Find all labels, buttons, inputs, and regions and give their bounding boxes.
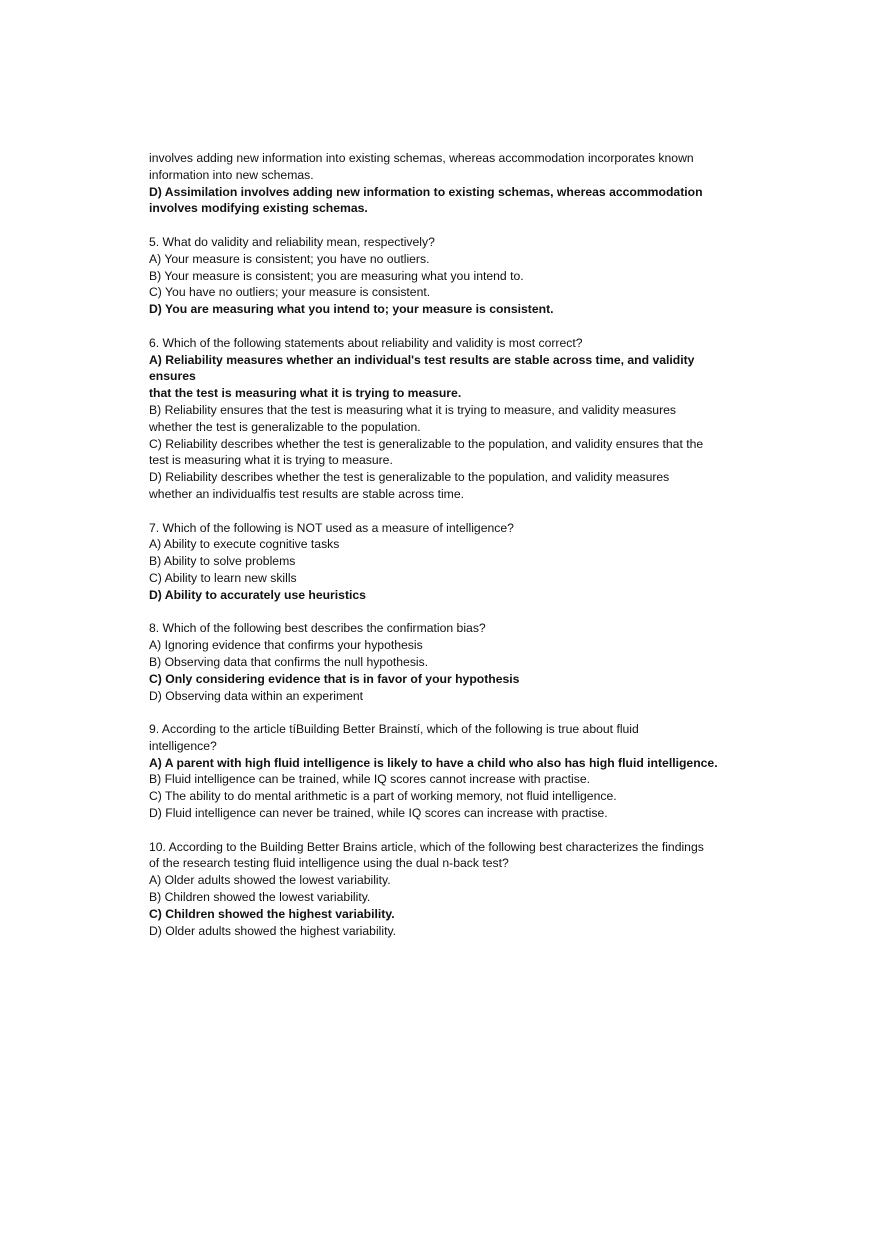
question-text: 7. Which of the following is NOT used as a measure of intelligence? xyxy=(149,520,514,535)
option-a: A) Older adults showed the lowest variability. xyxy=(149,873,391,888)
spacer xyxy=(149,704,739,721)
question-10 xyxy=(149,839,739,940)
option-c-line-2: test is measuring what it is trying to measure. xyxy=(149,453,393,468)
option-d-answer: D) You are measuring what you intend to; your measure is consistent. xyxy=(149,302,554,317)
option-a: A) Ignoring evidence that confirms your hypothesis xyxy=(149,638,423,653)
option-d-answer: D) Ability to accurately use heuristics xyxy=(149,587,366,602)
option-b: B) Your measure is consistent; you are measuring what you intend to. xyxy=(149,268,524,283)
question-6 xyxy=(149,335,739,503)
option-b-line-1: B) Reliability ensures that the test is measuring what it is trying to measure, and validity measures xyxy=(149,402,677,417)
option-b: B) Ability to solve problems xyxy=(149,554,296,569)
option-d-line-2: whether an individualfis test results are stable across time. xyxy=(149,486,464,501)
question-text-line-1: 9. According to the article tíBuilding Better Brainstí, which of the following is true about fluid xyxy=(149,722,639,737)
option-b-line-2: whether the test is generalizable to the population. xyxy=(149,419,421,434)
option-d-line-1: D) Reliability describes whether the test is generalizable to the population, and validity measures xyxy=(149,470,670,485)
question-8 xyxy=(149,620,739,704)
intro-block xyxy=(149,150,739,217)
spacer xyxy=(149,318,739,335)
option-a-answer-line-2: that the test is measuring what it is trying to measure. xyxy=(149,386,462,401)
spacer xyxy=(149,822,739,839)
question-text-line-1: 10. According to the Building Better Brains article, which of the following best characterizes the findings xyxy=(149,839,704,854)
option-c: C) You have no outliers; your measure is consistent. xyxy=(149,285,431,300)
option-c: C) Ability to learn new skills xyxy=(149,570,297,585)
intro-line-1: involves adding new information into existing schemas, whereas accommodation incorporates known xyxy=(149,151,694,165)
spacer xyxy=(149,503,739,520)
question-5 xyxy=(149,234,739,318)
option-c-answer: C) Only considering evidence that is in favor of your hypothesis xyxy=(149,671,520,686)
option-c: C) The ability to do mental arithmetic is a part of working memory, not fluid intelligence. xyxy=(149,789,617,804)
spacer xyxy=(149,217,739,234)
option-d: D) Older adults showed the highest variability. xyxy=(149,923,397,938)
intro-line-2: information into new schemas. xyxy=(149,167,314,182)
option-a: A) Your measure is consistent; you have no outliers. xyxy=(149,251,430,266)
question-text: 5. What do validity and reliability mean, respectively? xyxy=(149,234,435,249)
question-text: 8. Which of the following best describes the confirmation bias? xyxy=(149,621,486,636)
option-a: A) Ability to execute cognitive tasks xyxy=(149,537,340,552)
option-b: B) Observing data that confirms the null hypothesis. xyxy=(149,654,429,669)
option-c-line-1: C) Reliability describes whether the test is generalizable to the population, and validity ensures that the xyxy=(149,436,704,451)
intro-answer-line-2: involves modifying existing schemas. xyxy=(149,201,368,216)
option-b: B) Fluid intelligence can be trained, while IQ scores cannot increase with practise. xyxy=(149,772,590,787)
document-page xyxy=(149,150,739,939)
option-b: B) Children showed the lowest variability. xyxy=(149,890,371,905)
option-a-answer-line-1: A) Reliability measures whether an individual's test results are stable across time, and validity ensures xyxy=(149,352,695,384)
question-9 xyxy=(149,721,739,822)
option-a-answer: A) A parent with high fluid intelligence is likely to have a child who also has high fluid intelligence. xyxy=(149,755,718,770)
option-d: D) Observing data within an experiment xyxy=(149,688,364,703)
question-text-line-2: of the research testing fluid intelligence using the dual n-back test? xyxy=(149,856,509,871)
option-c-answer: C) Children showed the highest variability. xyxy=(149,906,395,921)
question-text-line-2: intelligence? xyxy=(149,738,217,753)
intro-answer-line-1: D) Assimilation involves adding new information to existing schemas, whereas accommodation xyxy=(149,184,703,199)
question-text: 6. Which of the following statements about reliability and validity is most correct? xyxy=(149,335,583,350)
option-d: D) Fluid intelligence can never be trained, while IQ scores can increase with practise. xyxy=(149,806,608,821)
question-7 xyxy=(149,520,739,604)
spacer xyxy=(149,604,739,621)
